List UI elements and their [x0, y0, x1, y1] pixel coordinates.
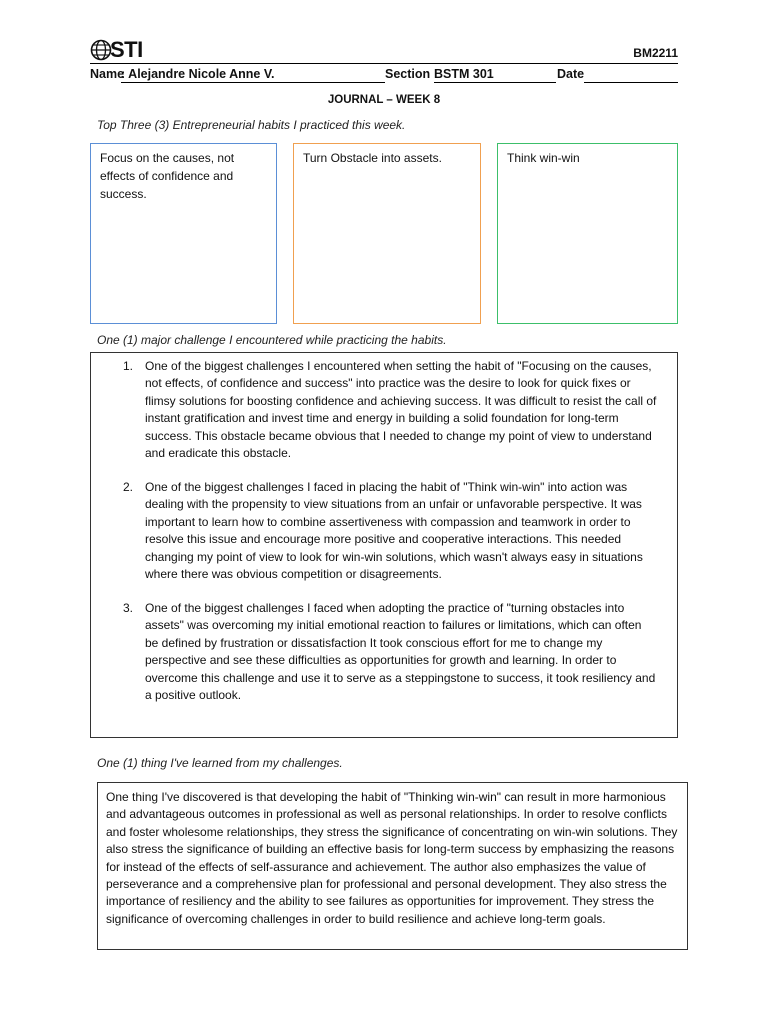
name-underline — [121, 67, 385, 83]
name-label: Name — [90, 67, 125, 81]
logo-text: STI — [110, 37, 143, 62]
challenge-item — [123, 479, 657, 583]
challenge-item — [123, 600, 657, 704]
student-info-row — [90, 67, 678, 85]
item-text: One of the biggest challenges I encountered when setting the habit of "Focusing on the causes, not effects, of confidence and success" into practice was the desire to look for quick fixes or flimsy solutions for boosting confidence and achieving success. It was difficult to resist the call of instant gratification and invest time and energy in building a solid foundation for long-term success. This obstacle became obvious that I needed to change my point of view to understand and eradicate this obstacle. — [145, 359, 657, 461]
section-label: Section — [385, 67, 431, 81]
date-underline — [584, 67, 678, 83]
sti-logo — [90, 38, 143, 62]
item-number: 2. — [123, 480, 134, 494]
page-title: JOURNAL – WEEK 8 — [327, 94, 441, 106]
habit-box — [293, 143, 481, 324]
section-value: BSTM 301 — [434, 67, 494, 81]
item-number: 1. — [123, 359, 134, 373]
habit-box — [90, 143, 277, 324]
learned-prompt: One (1) thing I've learned from my challenges. — [97, 756, 343, 770]
name-value: : Alejandre Nicole Anne V. — [121, 67, 275, 81]
learned-text: One thing I've discovered is that developing the habit of "Thinking win-win" can result in more harmonious and advantageous outcomes in professional as well as personal relationships. In order to resolve conflicts and foster wholesome relationships, they stress the significance of concentrating on win-win solutions. They also stress the significance of building an effective basis for long-term success by emphasizing the reasons for instead of the effects of self-assurance and achievement. The author also emphasizes the value of perseverance and a comprehensive plan for professional and personal development. They also stress the importance of resiliency and the ability to see failures as opportunities for improvement. They stress the significance of overcoming challenges in order to build resilience and achieve long-term goals. — [106, 790, 678, 926]
habit-text: Focus on the causes, not effects of confidence and success. — [100, 151, 235, 201]
challenge-item — [123, 358, 657, 462]
challenge-prompt: One (1) major challenge I encountered while practicing the habits. — [97, 333, 447, 347]
habit-box — [497, 143, 678, 324]
habit-text: Think win-win — [507, 151, 580, 165]
item-number: 3. — [123, 601, 134, 615]
date-label: Date — [557, 67, 585, 81]
globe-icon — [90, 39, 112, 61]
habit-text: Turn Obstacle into assets. — [303, 151, 442, 165]
learned-box — [97, 782, 688, 950]
item-text: One of the biggest challenges I faced in placing the habit of "Think win-win" into action was dealing with the propensity to view situations from an unfair or unfavorable perspective. It was important to learn how to combine assertiveness with compassion and teamwork in order to resolve this issue and encourage more positive and cooperative interactions. This needed changing my point of view to look for win-win solutions, which wasn't always easy in situations where there was obvious competition or disagreements. — [145, 480, 643, 582]
habits-prompt: Top Three (3) Entrepreneurial habits I practiced this week. — [97, 118, 406, 132]
item-text: One of the biggest challenges I faced when adopting the practice of "turning obstacles into assets" was overcoming my initial emotional reaction to failures or limitations, which can often be defined by frustration or dissatisfaction It took conscious effort for me to change my perspective and see these difficulties as opportunities for growth and learning. In order to overcome this challenge and use it to serve as a steppingstone to success, it took resiliency and a positive outlook. — [145, 601, 656, 703]
header-divider — [90, 63, 678, 64]
challenge-box — [90, 352, 678, 738]
section-underline — [434, 67, 556, 83]
course-code: BM2211 — [633, 46, 678, 60]
